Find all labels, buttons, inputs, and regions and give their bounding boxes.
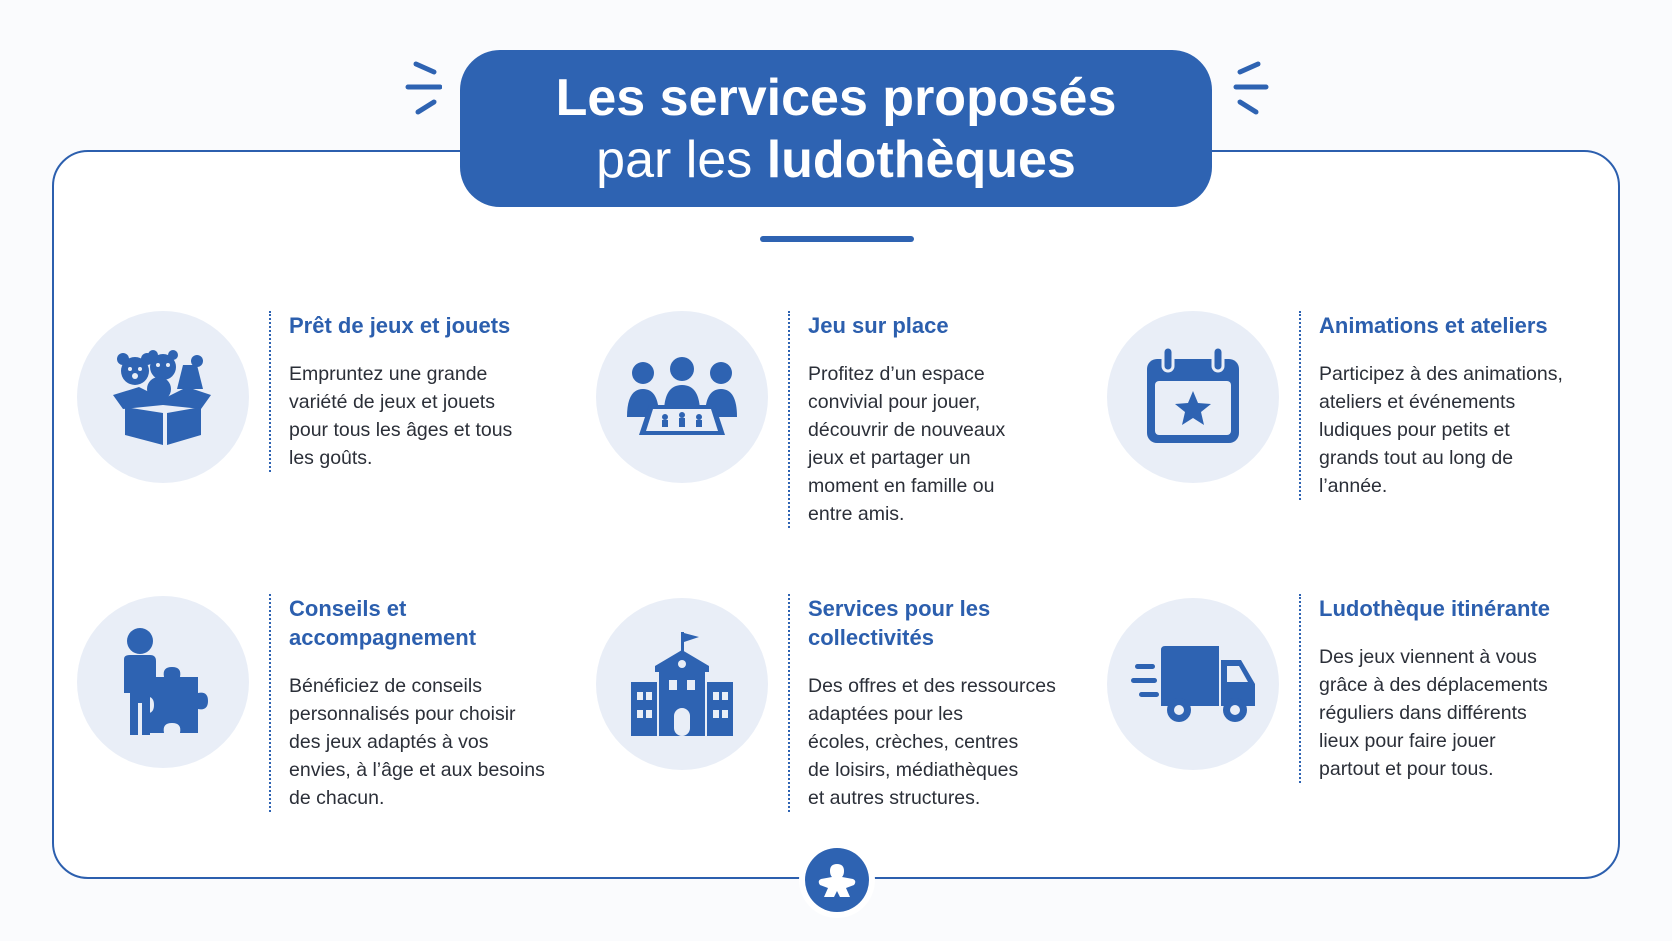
description-line: de loisirs, médiathèques bbox=[808, 759, 1019, 781]
title-line-2 bbox=[596, 129, 1076, 191]
service-item bbox=[269, 594, 589, 812]
description-line: jeux et partager un bbox=[808, 447, 971, 469]
service-description bbox=[1319, 360, 1609, 500]
spark-left-icon bbox=[402, 54, 442, 116]
description-line: les goûts. bbox=[289, 447, 373, 469]
description-line: variété de jeux et jouets bbox=[289, 391, 495, 413]
toy-box-icon bbox=[77, 311, 249, 483]
service-item bbox=[788, 311, 1088, 528]
spark-right-icon bbox=[1232, 54, 1272, 116]
person-puzzle-icon bbox=[77, 596, 249, 768]
service-title-line: Services pour les bbox=[808, 596, 991, 621]
page-title bbox=[460, 50, 1212, 207]
description-line: ludiques pour petits et bbox=[1319, 419, 1510, 441]
description-line: Profitez d’un espace bbox=[808, 363, 985, 385]
delivery-truck-icon bbox=[1107, 598, 1279, 770]
description-line: réguliers dans différents bbox=[1319, 702, 1527, 724]
description-line: pour tous les âges et tous bbox=[289, 419, 513, 441]
service-title: Conseils et accompagnement bbox=[289, 596, 477, 650]
service-item bbox=[269, 311, 569, 472]
meeple-icon bbox=[805, 848, 869, 912]
description-line: lieux pour faire jouer bbox=[1319, 730, 1496, 752]
service-title: Prêt de jeux et jouets bbox=[289, 313, 511, 338]
service-title: Jeu sur place bbox=[808, 313, 949, 338]
service-title: Ludothèque itinérante bbox=[1319, 596, 1550, 621]
service-title-line: collectivités bbox=[808, 625, 934, 650]
service-description bbox=[289, 360, 569, 472]
description-line: découvrir de nouveaux bbox=[808, 419, 1006, 441]
service-description bbox=[808, 360, 1088, 528]
description-line: envies, à l’âge et aux besoins bbox=[289, 759, 545, 781]
description-line: moment en famille ou bbox=[808, 475, 995, 497]
description-line: convivial pour jouer, bbox=[808, 391, 981, 413]
title-underline bbox=[760, 236, 914, 242]
service-item bbox=[788, 594, 1098, 812]
school-building-icon bbox=[596, 598, 768, 770]
description-line: l’année. bbox=[1319, 475, 1388, 497]
service-title bbox=[808, 594, 1098, 652]
description-line: des jeux adaptés à vos bbox=[289, 731, 489, 753]
title-line-1: Les services proposés bbox=[555, 68, 1117, 127]
service-description bbox=[289, 672, 589, 812]
description-line: Bénéficiez de conseils bbox=[289, 675, 482, 697]
description-line: Empruntez une grande bbox=[289, 363, 488, 385]
service-title: Animations et ateliers bbox=[1319, 313, 1548, 338]
description-line: écoles, crèches, centres bbox=[808, 731, 1019, 753]
service-description bbox=[808, 672, 1098, 812]
description-line: personnalisés pour choisir bbox=[289, 703, 516, 725]
service-item bbox=[1299, 594, 1609, 783]
description-line: grâce à des déplacements bbox=[1319, 674, 1548, 696]
description-line: Participez à des animations, bbox=[1319, 363, 1563, 385]
description-line: grands tout au long de bbox=[1319, 447, 1514, 469]
description-line: de chacun. bbox=[289, 787, 385, 809]
service-description bbox=[1319, 643, 1609, 783]
description-line: adaptées pour les bbox=[808, 703, 964, 725]
service-item bbox=[1299, 311, 1609, 500]
description-line: et autres structures. bbox=[808, 787, 981, 809]
board-game-players-icon bbox=[596, 311, 768, 483]
calendar-star-icon bbox=[1107, 311, 1279, 483]
description-line: entre amis. bbox=[808, 503, 905, 525]
description-line: partout et pour tous. bbox=[1319, 758, 1494, 780]
description-line: ateliers et événements bbox=[1319, 391, 1516, 413]
title-line-2-emphasis: ludothèques bbox=[766, 130, 1076, 189]
description-line: Des jeux viennent à vous bbox=[1319, 646, 1537, 668]
title-line-2-prefix: par les bbox=[596, 130, 753, 189]
description-line: Des offres et des ressources bbox=[808, 675, 1056, 697]
